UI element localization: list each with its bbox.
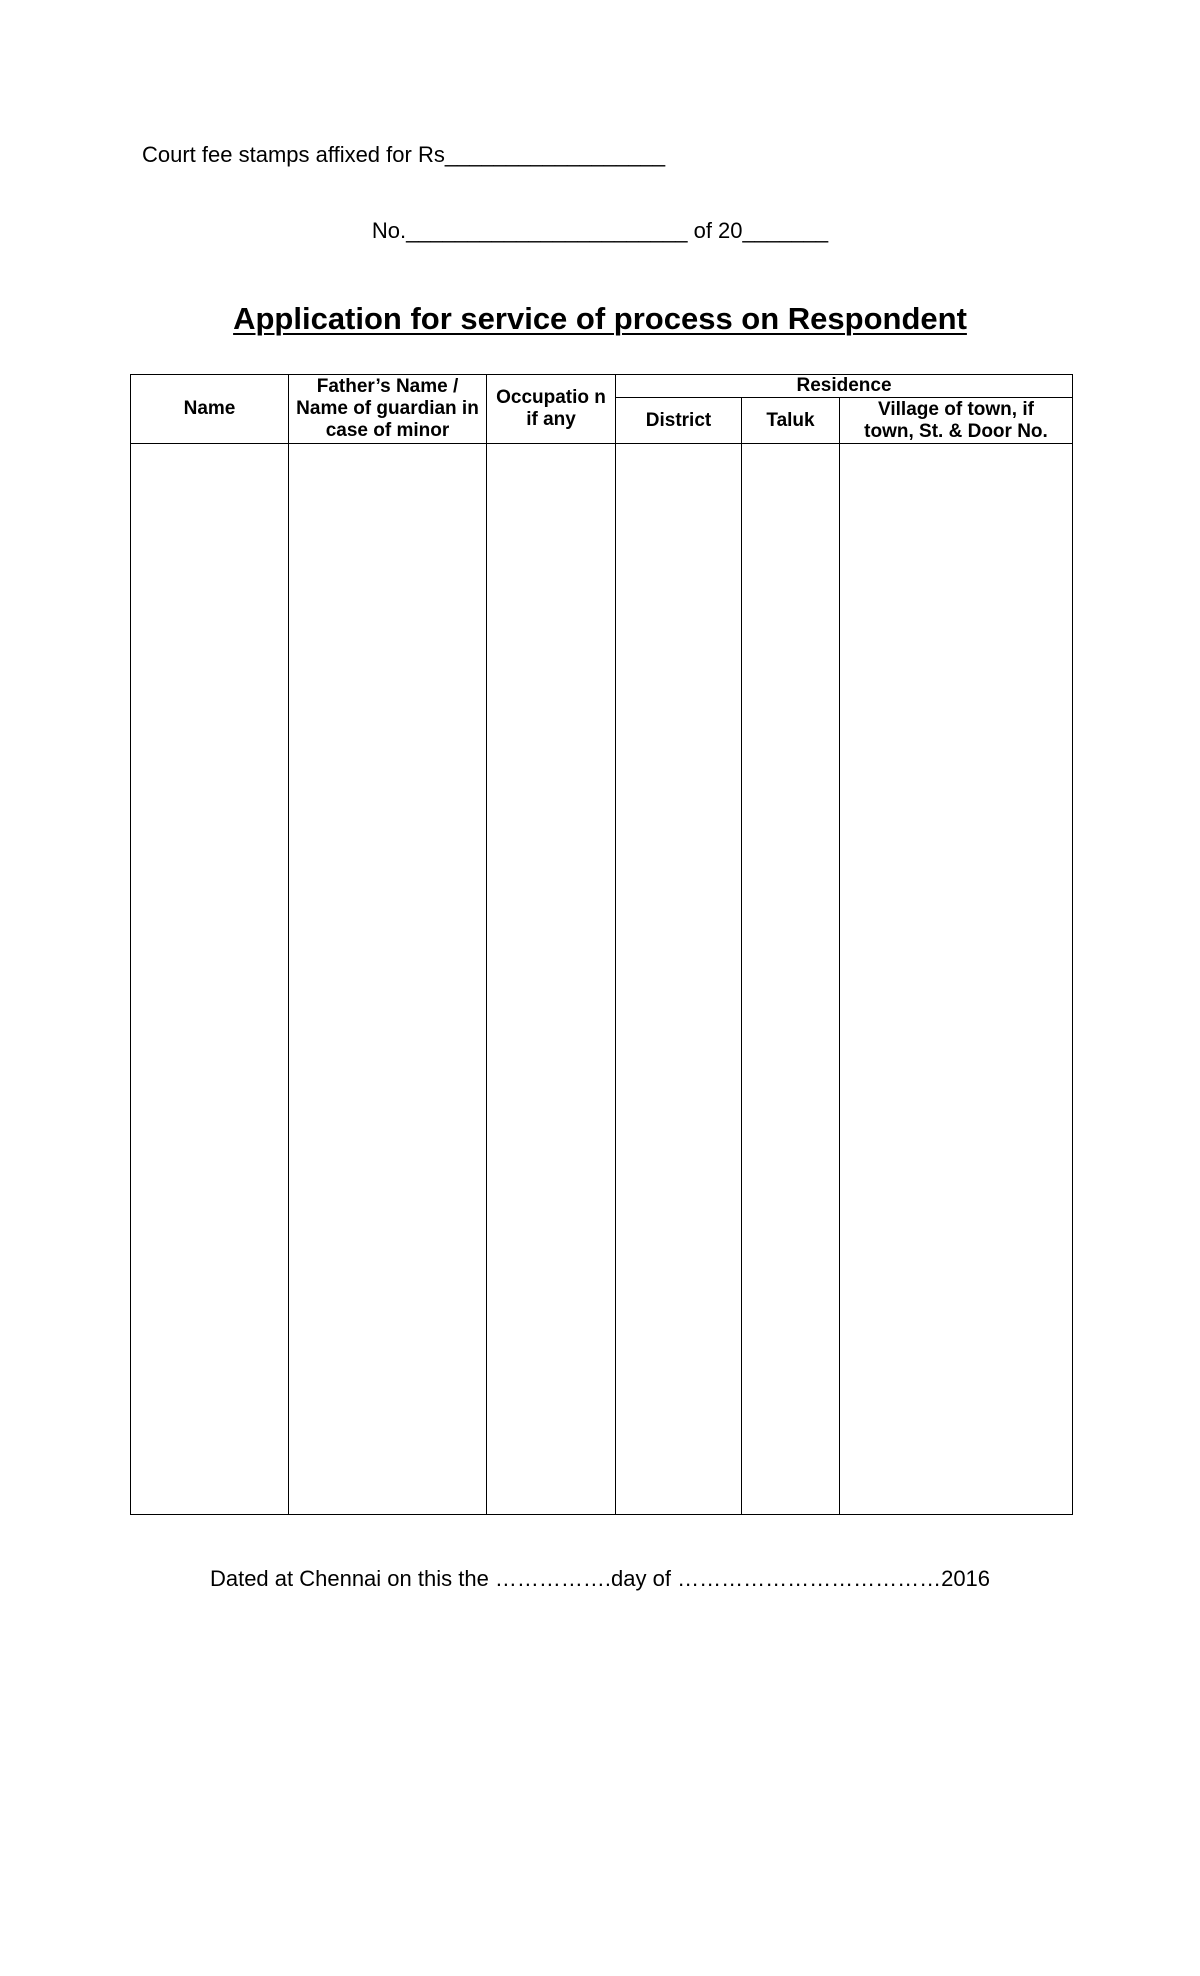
cell-name bbox=[131, 444, 289, 1515]
court-fee-line: Court fee stamps affixed for Rs__________________ bbox=[142, 142, 666, 167]
header-taluk: Taluk bbox=[742, 398, 840, 444]
header-name: Name bbox=[131, 375, 289, 444]
cell-occupation bbox=[487, 444, 616, 1515]
case-number-line: No._______________________ of 20_______ bbox=[371, 218, 829, 243]
cell-village bbox=[840, 444, 1073, 1515]
table-header-row bbox=[131, 375, 1073, 398]
cell-district bbox=[616, 444, 742, 1515]
header-residence: Residence bbox=[616, 375, 1073, 398]
header-district: District bbox=[616, 398, 742, 444]
header-village: Village of town, if town, St. & Door No. bbox=[840, 398, 1073, 444]
cell-taluk bbox=[742, 444, 840, 1515]
cell-fathers-name bbox=[289, 444, 487, 1515]
page-title: Application for service of process on Respondent bbox=[233, 301, 967, 336]
header-occupation: Occupatio n if any bbox=[487, 375, 616, 444]
respondent-table bbox=[130, 374, 1073, 1515]
dated-line: Dated at Chennai on this the …………….day of ………………………………2016 bbox=[209, 1566, 991, 1591]
table-row bbox=[131, 444, 1073, 1515]
header-fathers-name: Father’s Name / Name of guardian in case of minor bbox=[289, 375, 487, 444]
